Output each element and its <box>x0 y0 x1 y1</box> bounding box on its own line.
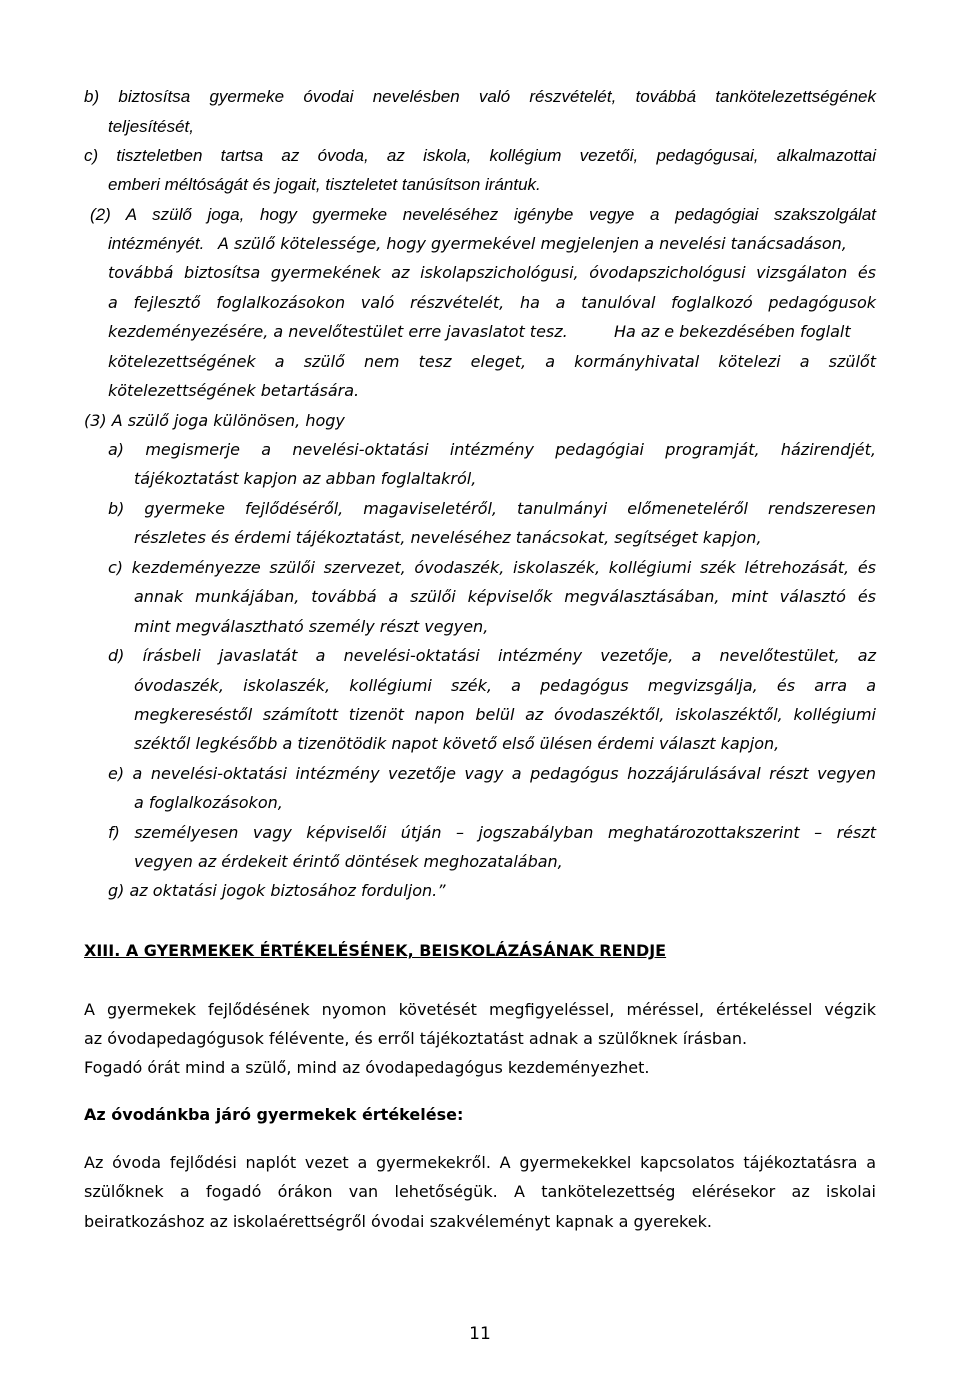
text-line: Ha az e bekezdésében foglalt <box>614 322 851 341</box>
text-line: c) tiszteletben tartsa az óvoda, az iskola, kollégium vezetői, pedagógusai, alkalmazottai <box>84 146 876 165</box>
list-item-cont: megkereséstől számított tizenöt napon belül az óvodaszéktől, iskolaszéktől, kollégiumi <box>134 705 876 724</box>
text-line: emberi méltóságát és jogait, tiszteletet tanúsítson irántuk. <box>108 175 541 194</box>
text-line: intézményét. <box>108 234 205 253</box>
list-item-cont: tájékoztatást kapjon az abban foglaltakról, <box>134 469 477 488</box>
list-item: d) írásbeli javaslatát a nevelési-oktatási intézmény vezetője, a nevelőtestület, az <box>108 646 876 665</box>
list-item-cont: vegyen az érdekeit érintő döntések meghozatalában, <box>134 852 563 871</box>
list-item: f) személyesen vagy képviselői útján – jogszabályban meghatározottakszerint – részt <box>108 823 876 842</box>
paragraph-line: Fogadó órát mind a szülő, mind az óvodapedagógus kezdeményezhet. <box>84 1058 650 1077</box>
section-heading: XIII. A GYERMEKEK ÉRTÉKELÉSÉNEK, BEISKOLÁZÁSÁNAK RENDJE <box>84 941 667 960</box>
text-line: a fejlesztő foglalkozásokon való részvételét, ha a tanulóval foglalkozó pedagógusok <box>108 293 876 312</box>
list-item-cont: mint megválasztható személy részt vegyen, <box>134 617 489 636</box>
list-item: c) kezdeményezze szülői szervezet, óvodaszék, iskolaszék, kollégiumi szék létrehozását, és <box>108 558 876 577</box>
paragraph-line: szülőknek a fogadó órákon van lehetőségük. A tankötelezettség elérésekor az iskolai <box>84 1182 876 1201</box>
text-line: b) biztosítsa gyermeke óvodai nevelésben való részvételét, továbbá tankötelezettségének <box>84 87 876 106</box>
list-item: e) a nevelési-oktatási intézmény vezetője vagy a pedagógus hozzájárulásával részt vegyen <box>108 764 876 783</box>
text-line: kötelezettségének betartására. <box>108 381 360 400</box>
paragraph-line: az óvodapedagógusok félévente, és erről tájékoztatást adnak a szülőknek írásban. <box>84 1029 748 1048</box>
list-item: a) megismerje a nevelési-oktatási intézmény pedagógiai programját, házirendjét, <box>108 440 876 459</box>
paragraph-line: A gyermekek fejlődésének nyomon követését megfigyeléssel, méréssel, értékeléssel végzik <box>84 1000 876 1019</box>
list-item-cont: óvodaszék, iskolaszék, kollégiumi szék, a pedagógus megvizsgálja, és arra a <box>134 676 876 695</box>
list-item: b) gyermeke fejlődéséről, magaviseletéről, tanulmányi előmeneteléről rendszeresen <box>108 499 876 518</box>
paragraph-line: beiratkozáshoz az iskolaérettségről óvodai szakvéleményt kapnak a gyerekek. <box>84 1212 712 1231</box>
subheading: Az óvodánkba járó gyermekek értékelése: <box>84 1105 464 1124</box>
text-line: A szülő kötelessége, hogy gyermekével megjelenjen a nevelési tanácsadáson, <box>218 234 847 253</box>
text-line: kezdeményezésére, a nevelőtestület erre javaslatot tesz. <box>108 322 568 341</box>
paragraph-line: Az óvoda fejlődési naplót vezet a gyermekekről. A gyermekekkel kapcsolatos tájékoztatásra a <box>84 1153 876 1172</box>
list-item-cont: a foglalkozásokon, <box>134 793 283 812</box>
text-line: (2) A szülő joga, hogy gyermeke neveléséhez igénybe vegye a pedagógiai szakszolgálat <box>90 205 876 224</box>
text-line: teljesítését, <box>108 117 194 136</box>
list-item-cont: részletes és érdemi tájékoztatást, neveléséhez tanácsokat, segítséget kapjon, <box>134 528 762 547</box>
list-item-cont: széktől legkésőbb a tizenötödik napot követő első ülésen érdemi választ kapjon, <box>134 734 780 753</box>
text-line: továbbá biztosítsa gyermekének az iskolapszichológusi, óvodapszichológusi vizsgálaton és <box>108 263 876 282</box>
text-line: kötelezettségének a szülő nem tesz eleget, a kormányhivatal kötelezi a szülőt <box>108 352 876 371</box>
list-item: g) az oktatási jogok biztosához forduljon.” <box>108 881 446 900</box>
section-intro: (3) A szülő joga különösen, hogy <box>84 411 345 430</box>
list-item-cont: annak munkájában, továbbá a szülői képviselők megválasztásában, mint választó és <box>134 587 876 606</box>
page-number: 11 <box>469 1324 491 1344</box>
